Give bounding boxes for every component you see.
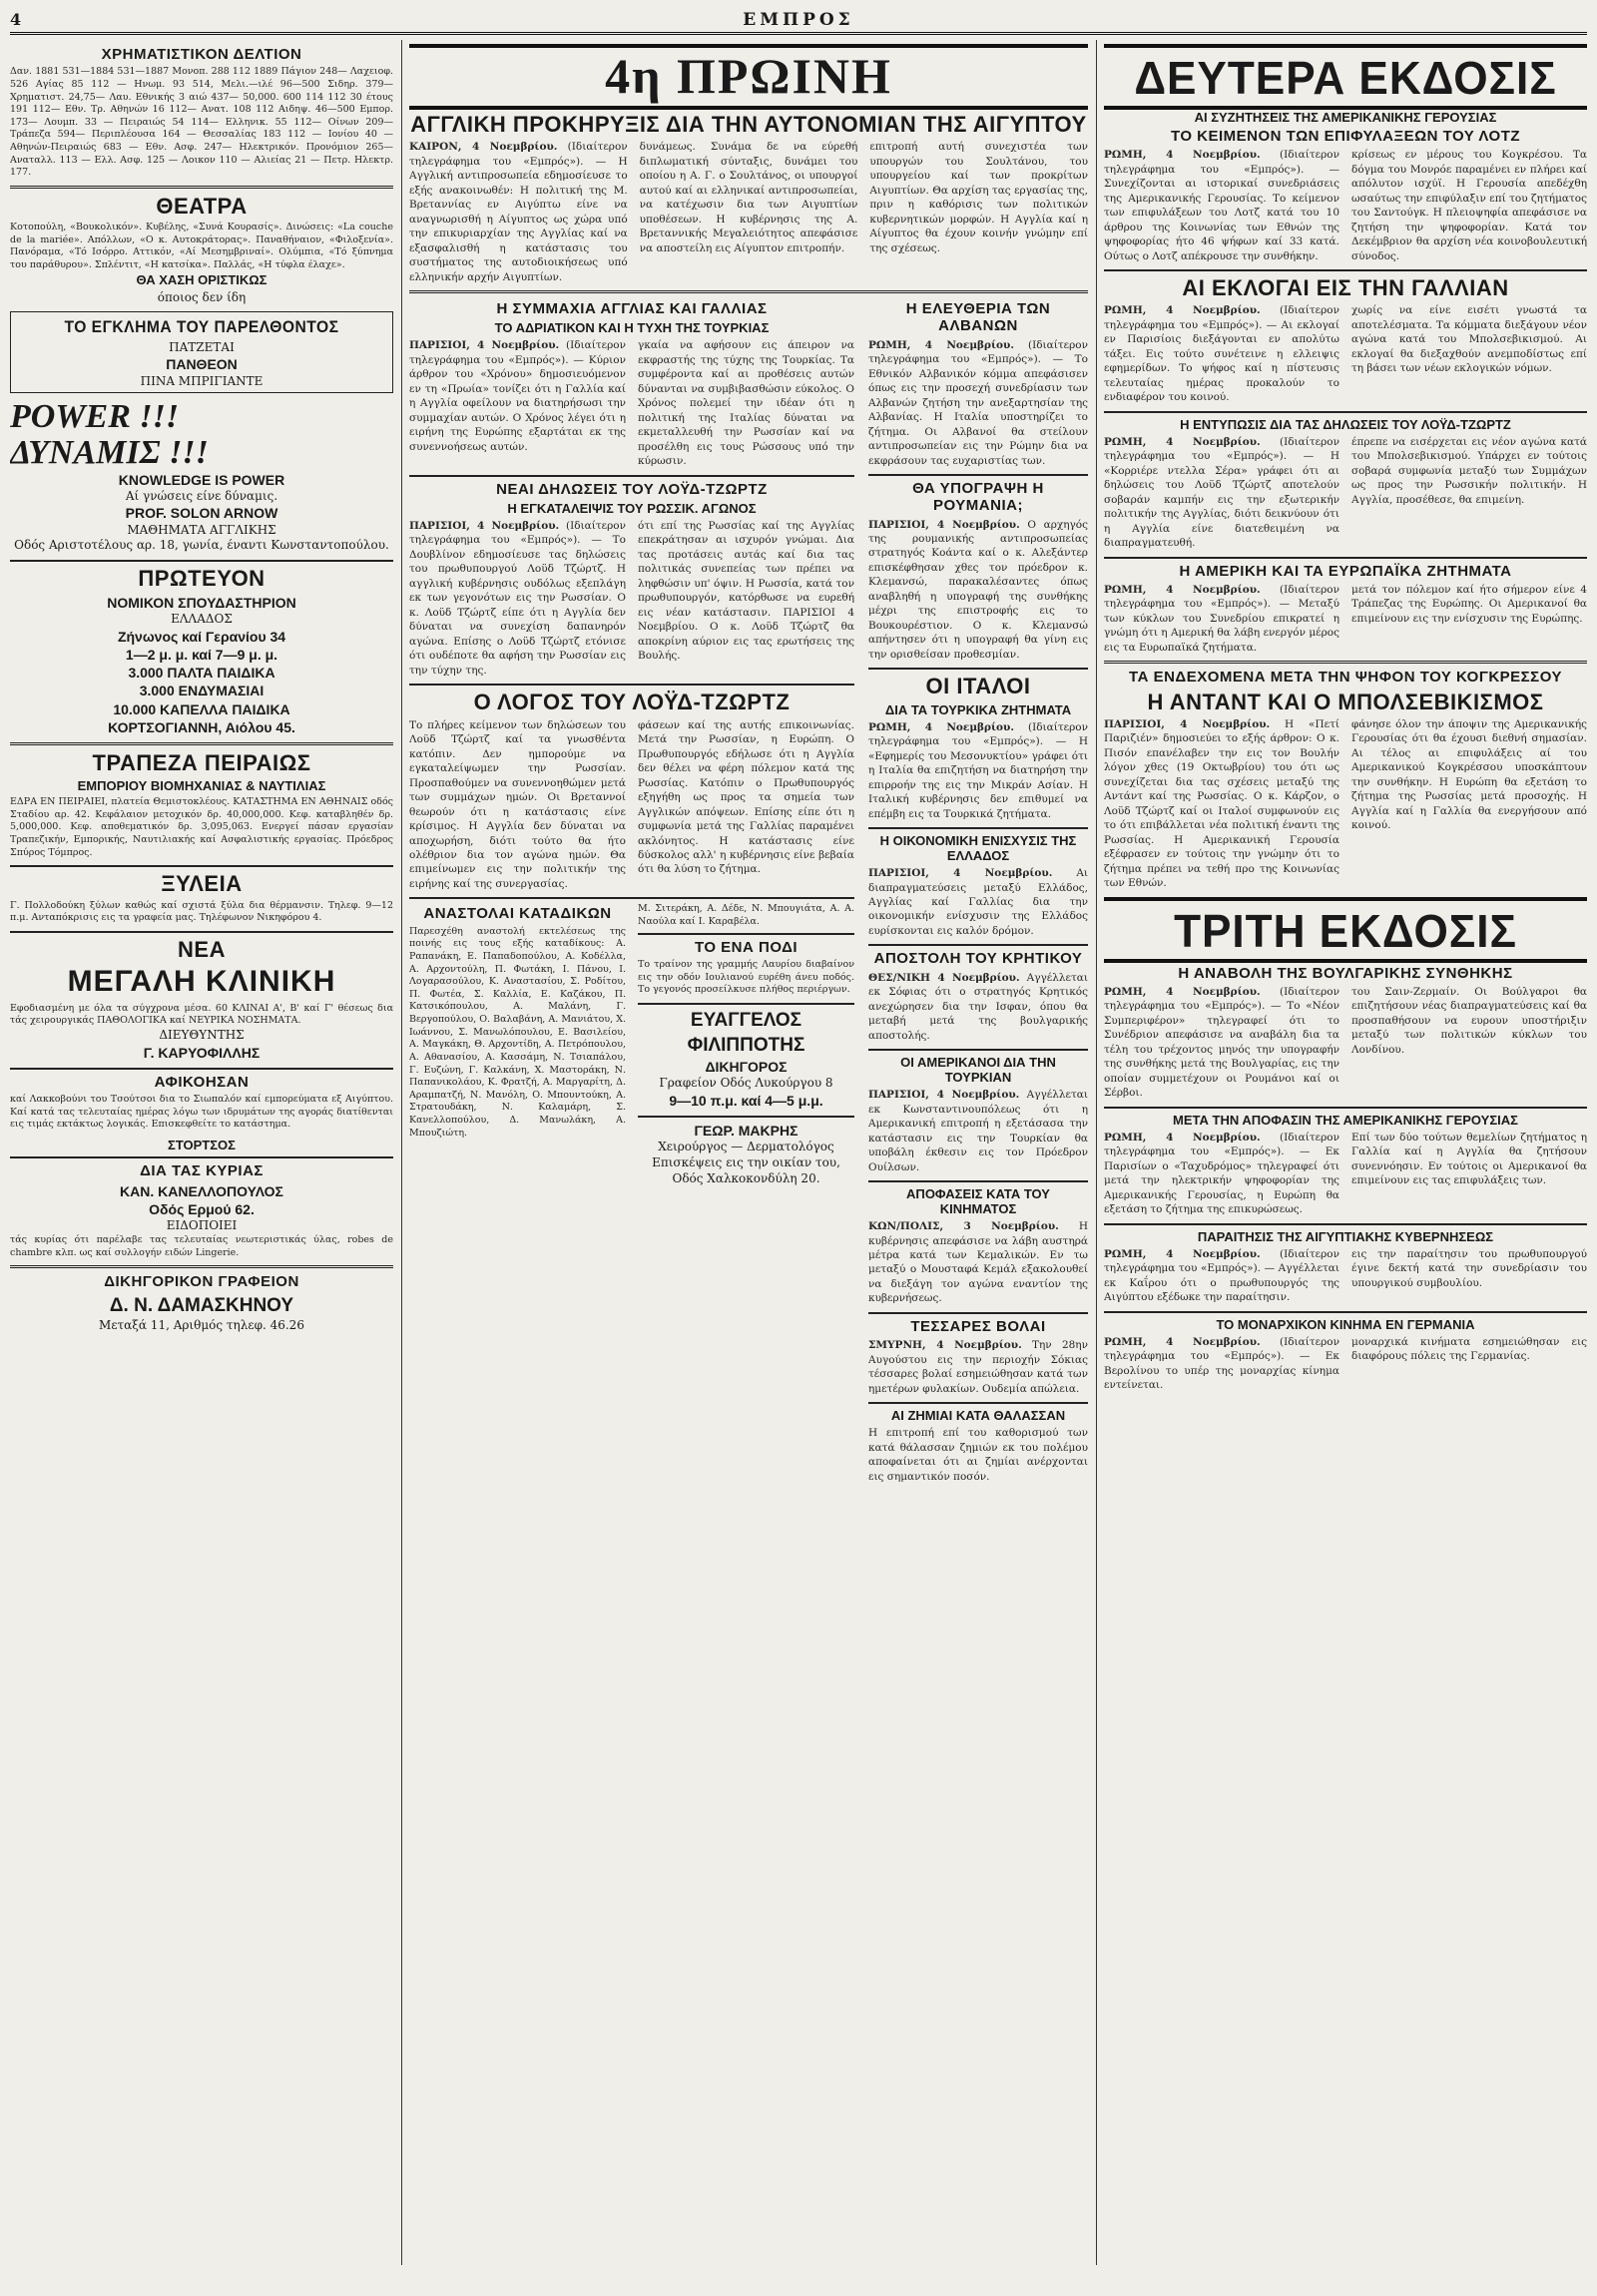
page-number: 4 xyxy=(10,10,22,29)
america-europe-article xyxy=(1104,563,1587,656)
dateline: ΡΩΜΗ, 4 Νοεμβρίου. xyxy=(1104,985,1261,998)
ad-title: ΝΕΑ xyxy=(178,936,226,962)
americans-article xyxy=(868,1055,1088,1174)
article-body: Η κυβέρνησις απεφάσισε να λάβη αυστηρά μέτρα κατά των Κεμαλικών. Εν τω μεταξύ ο Μουσταφά Κεμάλ εξακολουθεί να διεξάγη τον αγώνα εναντίον της κυβερνήσεως. xyxy=(868,1220,1088,1305)
divider xyxy=(868,1180,1088,1182)
ad-line: Επισκέψεις εις την οικίαν του, Οδός Χαλκοκονδύλη 20. xyxy=(652,1154,840,1185)
headline: ΑΠΟΣΤΟΛΗ ΤΟΥ ΚΡΗΤΙΚΟΥ xyxy=(873,950,1083,968)
article-body: (Ιδιαίτερον τηλεγράφημα του «Εμπρός»). — Το «Νέον Συμπεριφέρον» τηλεγραφεί ότι το Συνέδριον απεφάσισε να αναβάλη δια τα τέλη του τρέχοντος μηνός την υπογραφήν της συνθήκης μετά της Βουλγαρίας, εις την οποίαν συμμετέχουν οι Ρουμάνοι καί οι Σέρβοι. xyxy=(1104,985,1339,1100)
edition-banner xyxy=(409,44,1088,110)
divider xyxy=(10,931,393,933)
divider xyxy=(868,474,1088,476)
headline: ΤΟ ΕΝΑ ΠΟΔΙ xyxy=(694,938,798,956)
subheadline: ΔΙΑ ΤΑ ΤΟΥΡΚΙΚΑ ΖΗΤΗΜΑΤΑ xyxy=(884,701,1072,717)
dateline: ΠΑΡΙΣΙΟΙ, 4 Νοεμβρίου. xyxy=(409,520,560,532)
ad-line: Γ. ΚΑΡΥΟΦΙΛΛΗΣ xyxy=(143,1044,261,1061)
egypt-resignation-article xyxy=(1104,1229,1587,1305)
ad-line: 10.000 ΚΑΠΕΛΛΑ ΠΑΙΔΙΚΑ xyxy=(113,700,290,717)
ad-title: ΘΑ ΧΑΣΗ ΟΡΙΣΤΙΚΩΣ xyxy=(136,271,267,287)
article-text: εις την παραίτησιν του πρωθυπουργού έγινε δεκτή κατά την συνεδρίασιν του υπουργικού συμβουλίου. xyxy=(1351,1247,1587,1289)
article-body: (Ιδιαίτερον τηλεγράφημα του «Εμπρός»). — Το Δουβλίνον εδημοσίευσε τας δηλώσεις του πρωθυπουργού Λοϋδ Τζώρτζ. Η αγγλική κυβέρνησις ουδόλως εξεπλάγη εκ των γεγονότων εις την Ρωσσίαν. Ο κ. Λοϋδ Τζώρτζ είπε ότι η Αγγλία δεν δύναται να συνεχίση δαπανηρόν αγώνα. Επίσης ο Λοϋδ Τζώρτζ ετόνισε ότι ουδέποτε θα αφήση την Ρωσσίαν εις την τύχην της. xyxy=(409,520,627,677)
divider xyxy=(10,865,393,867)
crime-ad xyxy=(10,311,393,393)
dateline: ΠΑΡΙΣΙΟΙ, 4 Νοεμβρίου. xyxy=(409,339,560,352)
article-text xyxy=(1104,985,1339,1101)
dateline: ΠΑΡΙΣΙΟΙ, 4 Νοεμβρίου. xyxy=(868,518,1020,531)
ad-text: τάς κυρίας ότι παρέλαβε τας τελευταίας νεωτεριστικάς ύλας, robes de chambre κλπ. ως καί συλλογήν ειδών Lingerie. xyxy=(10,1234,393,1258)
lloyd-impression-article xyxy=(1104,417,1587,551)
ad-line: ΔΙΚΗΓΟΡΟΣ xyxy=(705,1059,788,1076)
article-body: (Ιδιαίτερον τηλεγράφημα του «Εμπρός»). — Μεταξύ των κύκλων του Συνεδρίου επικρατεί η γνώμη ότι η Αμερική θα λάβη ενεργόν μέρος εις τα Ευρωπαϊκά ζητήματα. xyxy=(1104,583,1339,654)
edition-banner xyxy=(1104,44,1587,110)
ad-line: PROF. SOLON ARNOW xyxy=(125,505,278,522)
headline: ΑΙ ΖΗΜΙΑΙ ΚΑΤΑ ΘΑΛΑΣΣΑΝ xyxy=(890,1408,1066,1424)
article-text: επιτροπή αυτή συνεχιστέα των υπουργών του Σουλτάνου, του υπουργείου καί των προκρίτων Αιγυπτίων. Θα αρχίση τας εργασίας της, πριν η καθόρισις των πολιτικών κυβερνητικών μορφών. Η Αγγλία καί η Αίγυπτος θα έχουν κοινήν γνώμην επί της σχέσεως. xyxy=(869,141,1088,254)
center-column xyxy=(409,44,1088,2269)
ad-line: Οδός Ερμού 62. xyxy=(149,1201,255,1218)
divider xyxy=(1104,557,1587,559)
article-text xyxy=(1104,717,1339,891)
divider xyxy=(409,475,854,477)
alliance-article xyxy=(409,300,854,469)
ad-title: ΣΤΟΡΤΣΟΣ xyxy=(168,1137,236,1152)
congress-article xyxy=(1104,669,1587,890)
headline: Η ΕΛΕΥΘΕΡΙΑ ΤΩΝ ΑΛΒΑΝΩΝ xyxy=(905,300,1051,335)
dateline: ΡΩΜΗ, 4 Νοεμβρίου. xyxy=(868,720,1014,733)
article-text: Κοτοπούλη, «Βουκολικόν». Κυβέλης, «Συνά Κουρασίς». Δινώσεις: «La couche de la mariée». Απόλλων, «Ο κ. Αυτοκράτορας». Παναθήναιον, «Φιλοξενία». Πανόραμα, «Τό Ισόρρο. Αττικόν, «Αί Μεσημβριναί». Ολύμπια, «Τό ξύπνημα του παράθυρου». Σπλέντιτ, «Η κατσίκα». Παλλάς, «Η τύφλα έλαχε». xyxy=(10,222,393,271)
article-body: (Ιδιαίτερον τηλεγράφημα του «Εμπρός»). — Εκ Βερολίνου το υπέρ της μοναρχίας κίνημα εντείνεται. xyxy=(1104,1335,1339,1392)
article-body: (Ιδιαίτερον τηλεγράφημα του «Εμπρός»). — Κύριον άρθρον του «Χρόνου» δημοσιευόμενον εν τη «Πρωία» τονίζει ότι η Γαλλία καί η Αγγλία οφείλουν να διατηρήσωσι την συμμαχίαν αυτών. Ο Χρόνος λέγει ότι η ειρήνη της Ευρώπης εξαρτάται εκ της συνεννοήσεως αυτών. xyxy=(409,339,627,453)
ad-title: ΤΟ ΕΓΚΛΗΜΑ ΤΟΥ ΠΑΡΕΛΘΟΝΤΟΣ xyxy=(64,317,339,337)
subheadline: ΤΟ ΚΕΙΜΕΝΟΝ ΤΩΝ ΕΠΙΦΥΛΑΞΕΩΝ ΤΟΥ ΛΟΤΖ xyxy=(1170,128,1521,145)
headline: ΑΓΓΛΙΚΗ ΠΡΟΚΗΡΥΞΙΣ ΔΙΑ ΤΗΝ ΑΥΤΟΝΟΜΙΑΝ ΤΗΣ ΑΙΓΥΠΤΟΥ xyxy=(410,112,1087,137)
article-text: φάνησε όλον την άποψιν της Αμερικανικής Γερουσίας ότι θα έχουσι διεθνή σημασίαν. Αι τέλος αι επιφυλάξεις αί του Αμερικανικού Κογκρέσσου υποσκάπτουν την συνθήκην. Η Ευρώπη θα εξετάση το ζήτημα της Ρωσσίας μετά προσοχής. Η Αγγλία καί η Γαλλία θα ενεργήσουν από κοινού. xyxy=(1351,717,1587,832)
romania-article xyxy=(868,480,1088,662)
article-text xyxy=(1104,1247,1339,1305)
headline: ΠΑΡΑΙΤΗΣΙΣ ΤΗΣ ΑΙΓΥΠΤΙΑΚΗΣ ΚΥΒΕΡΝΗΣΕΩΣ xyxy=(1197,1228,1494,1244)
article-text xyxy=(409,519,626,678)
divider xyxy=(10,1156,393,1158)
ad-title: ΔΙΑ ΤΑΣ ΚΥΡΙΑΣ xyxy=(140,1161,264,1179)
ad-line: 9—10 π.μ. καί 4—5 μ.μ. xyxy=(669,1092,823,1109)
article-text xyxy=(868,518,1088,663)
ad-title: ΠΡΩΤΕΥΟΝ xyxy=(138,565,266,591)
ad-line: ΓΕΩΡ. ΜΑΚΡΗΣ xyxy=(694,1123,798,1140)
ad-line: ΔΙΕΥΘΥΝΤΗΣ xyxy=(159,1027,245,1042)
column-rule xyxy=(1096,40,1097,2265)
ad-line: ΠΙΝΑ ΜΠΡΙΓΙΑΝΤΕ xyxy=(140,373,264,388)
divider xyxy=(409,290,1088,293)
headline: ΤΕΣΣΑΡΕΣ ΒΟΛΑΙ xyxy=(910,1317,1046,1335)
article-text xyxy=(1104,435,1339,551)
ad-text: Εφοδιασμένη με όλα τα σύγχρονα μέσα. 60 ΚΛΙΝΑΙ Α', Β' καί Γ' θέσεως δια τάς χειρουργικάς ΠΑΘΟΛΟΓΙΚΑ καί ΝΕΥΡΙΚΑ ΝΟΣΗΜΑΤΑ. xyxy=(10,1002,393,1027)
dateline: ΡΩΜΗ, 4 Νοεμβρίου. xyxy=(1104,583,1261,596)
divider xyxy=(409,684,854,686)
ad-title: ΔΙΚΗΓΟΡΙΚΟΝ ΓΡΑΦΕΙΟΝ xyxy=(104,1273,299,1291)
article-text: μετά τον πόλεμον καί ήτο σήμερον είνε 4 Τράπεζας της Ευρώπης. Οι Αμερικανοί θα επιμείνουν εις την ενίσχυσιν της Ευρώπης. xyxy=(1351,583,1587,625)
article-text: δυνάμεως. Συνάμα δε να εύρεθή διπλωματική σύνταξις, δυνάμει του οποίου η Α. Γ. ο Σουλτάνος, οι υπουργοί αυτού καί αι ελληνικαί αντιπροσωπείαι, να κατέχωσιν δια των Αιγυπτίων υποθέσεων. Η κυβέρνησις της Α. Βρεταννικής Μεγαλειότητος απεφάσισε να αποστείλη εις Αίγυπτον επιτροπήν. xyxy=(639,141,858,254)
ad-line: 3.000 ΕΝΔΥΜΑΣΙΑΙ xyxy=(139,683,265,699)
protevon-ad xyxy=(10,566,393,736)
dateline: ΚΩΝ/ΠΟΛΙΣ, 3 Νοεμβρίου. xyxy=(868,1220,1059,1233)
headline: ΑΠΟΦΑΣΕΙΣ ΚΑΤΑ ΤΟΥ ΚΙΝΗΜΑΤΟΣ xyxy=(906,1186,1050,1217)
edition-title: ΤΡΙΤΗ ΕΚΔΟΣΙΣ xyxy=(1174,904,1517,957)
left-column xyxy=(10,44,393,2269)
albanians-article xyxy=(868,300,1088,468)
senate-article xyxy=(1104,110,1587,263)
ad-title: ΑΦΙΚΟΗΣΑΝ xyxy=(154,1073,250,1091)
article-text xyxy=(868,338,1088,468)
article-body: (Ιδιαίτερον τηλεγράφημα του «Εμπρός»). — Η Αγγλική αντιπροσωπεία εδημοσίευσε το εξής ανακοινωθέν: Η πολιτική της Μ. Βρεταννίας εν Αιγύπτω είνε να αναγνωρισθή η Αίγυπτος ως χώρα υπό την επικυριαρχίαν της Αγγλίας καί να εξασφαλισθή η κατάστασις του συστήματος της αυτοδιοικήσεως υπό ελληνικήν αρχήν Αιγυπτίων. xyxy=(409,141,628,283)
article-text: Επί των δύο τούτων θεμελίων ζητήματος η Γαλλία καί η Αγγλία θα ζητήσουν συνεννόησιν. Εν τούτοις οι Αμερικανοί θα επιμείνουν εις τας επιφυλάξεις των. xyxy=(1351,1131,1587,1187)
divider xyxy=(10,1265,393,1268)
ad-line: Μεταξά 11, Αριθμός τηλεφ. 46.26 xyxy=(99,1318,304,1333)
divider xyxy=(1104,1223,1587,1225)
divider xyxy=(10,186,393,189)
headline: Ο ΛΟΓΟΣ ΤΟΥ ΛΟΫΔ-ΤΖΩΡΤΖ xyxy=(473,689,791,715)
article-text: γκαία να αφήσουν εις άπειρον να εκφραστής της τύχης της Τουρκίας. Τα συμφέροντα καί αι προθέσεις αυτών δύνανται να συμβιβασθώσιν εύκολος. Ο Χρόνος πολεμεί την ιδέαν ότι η πολιτική της Ιταλίας δύναται να εκμεταλλευθή την Ρωσσίαν καί να προσέλθη εις τους Ρώσσους υπό την κύρωσιν. xyxy=(638,339,854,468)
egypt-article xyxy=(409,112,1088,284)
article-text xyxy=(1104,583,1339,655)
ad-line: Οδός Αριστοτέλους αρ. 18, γωνία, έναντι Κωνσταντοπούλου. xyxy=(14,538,389,553)
dateline: ΡΩΜΗ, 4 Νοεμβρίου. xyxy=(1104,1131,1261,1144)
dateline: ΘΕΣ/ΝΙΚΗ 4 Νοεμβρίου. xyxy=(868,971,1020,984)
headline: ΝΕΑΙ ΔΗΛΩΣΕΙΣ ΤΟΥ ΛΟΫΔ-ΤΖΩΡΤΖ xyxy=(496,480,768,498)
divider xyxy=(1104,411,1587,413)
article-text: χωρίς να είνε εισέτι γνωστά τα αποτελέσματα. Τα κόμματα διεξάγουν νέον αγώνα κατά του Μπολσεβικισμού. Αι εκλογαί θα διεξαχθούν ανεμποδίστως επί τη βάσει των νέων εκλογικών νόμων. xyxy=(1351,304,1587,375)
headline: ΑΙ ΣΥΖΗΤΗΣΕΙΣ ΤΗΣ ΑΜΕΡΙΚΑΝΙΚΗΣ ΓΕΡΟΥΣΙΑΣ xyxy=(1194,110,1497,125)
article-body: (Ιδιαίτερον τηλεγράφημα του «Εμπρός»). — Αγγέλλεται εκ Καΐρου ότι ο πρωθυπουργός της Αιγύπτου εξέδωκε την παραίτησιν. xyxy=(1104,1247,1339,1304)
article-body: Αι διαπραγματεύσεις μεταξύ Ελλάδος, Αγγλίας καί Γαλλίας δια την οικονομικήν ενίσχυσιν της Ελλάδος ευρίσκονται εις καλόν δρόμον. xyxy=(868,867,1088,937)
article-body: Την 28ην Αυγούστου εις την περιοχήν Σόκιας τέσσαρες βολαί εσημειώθησαν κατά των ημετέρων φυλακίων. Ουδεμία απώλεια. xyxy=(868,1339,1088,1395)
subheadline: ΤΟ ΑΔΡΙΑΤΙΚΟΝ ΚΑΙ Η ΤΥΧΗ ΤΗΣ ΤΟΥΡΚΙΑΣ xyxy=(494,320,770,336)
ad-subtitle: ΕΜΠΟΡΙΟΥ ΒΙΟΜΗΧΑΝΙΑΣ & ΝΑΥΤΙΛΙΑΣ xyxy=(77,778,326,794)
article-body: Ο αρχηγός της ρουμανικής αντιπροσωπείας στρατηγός Κοάντα καί ο κ. Αλεξάντερ επισκέφθησαν χθες τον πρόεδρον κ. Κλεμανσώ, παρακαλέσαντες όπως αναβληθή η υπογραφή της συνθήκης μέχρι της επιστροφής εις το Βουκουρέστιον. Ο κ. Κλεμανσώ απήντησεν ότι η υπογραφή θα γίνη εις την ορισθείσαν προθεσμίαν. xyxy=(868,518,1088,661)
divider xyxy=(868,827,1088,829)
crete-article xyxy=(868,950,1088,1043)
edition-title: ΔΕΥΤΕΡΑ ΕΚΔΟΣΙΣ xyxy=(1134,52,1557,104)
divider xyxy=(1104,661,1587,664)
article-text: μοναρχικά κινήματα εσημειώθησαν εις διαφόρους πόλεις της Γερμανίας. xyxy=(1351,1335,1587,1363)
edition-banner xyxy=(1104,897,1587,963)
wood-ad xyxy=(10,871,393,925)
ad-title: ΤΡΑΠΕΖΑ ΠΕΙΡΑΙΩΣ xyxy=(92,749,311,775)
divider xyxy=(10,560,393,562)
store-ad xyxy=(10,1138,393,1259)
headline: ΜΕΤΑ ΤΗΝ ΑΠΟΦΑΣΙΝ ΤΗΣ ΑΜΕΡΙΚΑΝΙΚΗΣ ΓΕΡΟΥΣΙΑΣ xyxy=(1173,1112,1518,1128)
divider xyxy=(638,933,854,935)
article-text: φάσεων καί της αυτής επικοινωνίας. Μετά την Ρωσσίαν, η Ευρώπη. Ο Πρωθυπουργός εδήλωσε ότι η Αγγλία δεν θέλει να φέρη πόλεμον κατά της Ρωσσίας. Κατόπιν ο Πρωθυπουργός εξηγήθη ως προς τα σημεία των Αγγλικών απόψεων. Επίσης είπε ότι η συμφωνία μετά της Γαλλίας παραμένει ακλόνητος. Η κατάστασις είνε δύσκολος αλλ' η κυβέρνησις είνε βεβαία ότι θα λύση το ζήτημα. xyxy=(638,718,854,876)
headline: ΟΙ ΙΤΑΛΟΙ xyxy=(925,674,1031,699)
dateline: ΡΩΜΗ, 4 Νοεμβρίου. xyxy=(1104,304,1261,317)
article-text xyxy=(868,1219,1088,1306)
article-body: (Ιδιαίτερον τηλεγράφημα του «Εμπρός»). — Η «Εφημερίς του Μεσονυκτίου» γράφει ότι η Ιταλία θα επιζητήση να διατηρήση την επιρροήν της εις την Μικράν Ασίαν. Η Ιταλική κυβέρνησις δεν επιθυμεί να επέμβη εις τα Τουρκικά ζητήματα. xyxy=(868,720,1088,820)
dateline: ΣΜΥΡΝΗ, 4 Νοεμβρίου. xyxy=(868,1339,1022,1352)
ad-line: KNOWLEDGE IS POWER xyxy=(118,471,285,488)
column-rule xyxy=(401,40,402,2265)
doctor-ad xyxy=(638,1122,854,1186)
article-body: Η «Πετί Παριζιέν» δημοσιεύει το εξής άρθρον: Ο κ. Πισόν επανέλαβεν την εις τον Βουλήν λόγον χθες (19 Οκτωβρίου) του ότι ως συνεχίζεται δια τας σχέσεις μεταξύ της Αντάντ καί της Ρωσσίας. Ο κ. Κάρζον, ο Λοϋδ Τζώρτζ καί οι Ιταλοί συμφωνούν εις το ότι επιβάλλεται νέα πολιτική έναντι της Ρωσσίας. Η Αμερικανική Γερουσία εξέφρασεν εν τούτοις την γνώμην ότι το ζήτημα πρέπει να τεθή προ της Κοινωνίας των Εθνών. xyxy=(1104,717,1339,890)
article-body: (Ιδιαίτερον τηλεγράφημα του «Εμπρός»). — Η «Κορριέρε ντελλα Σέρα» γράφει ότι αι δηλώσεις του Λοϋδ Τζώρτζ αποτελούν σοβαράν καμπήν εις την εξωτερικήν πολιτικήν της Αγγλίας, διότι δεικνύουν ότι η Αγγλία είνε διατεθειμένη να διαπραγματευθή. xyxy=(1104,435,1339,550)
article-text xyxy=(1104,303,1339,404)
headline: ΑΙ ΕΚΛΟΓΑΙ ΕΙΣ ΤΗΝ ΓΑΛΛΙΑΝ xyxy=(1182,275,1509,301)
ad-line: ΕΙΔΟΠΟΙΕΙ xyxy=(166,1218,238,1233)
ad-text: ΕΔΡΑ ΕΝ ΠΕΙΡΑΙΕΙ, πλατεία Θεμιστοκλέους. ΚΑΤΑΣΤΗΜΑ ΕΝ ΑΘΗΝΑΙΣ οδός Σταδίου αρ. 42. Κεφάλαιον μετοχικόν δρ. 40,000,000. Κεφ. καταβληθέν δρ. 5,000,000. Κεφ. αποθεματικόν δρ. 3,095,063. Ενεργεί πάσαν εργασίαν Τραπεζικήν, Εμπορικής, Ναυτιλιακής καί Ασφαλιστικής εργασίας. Πρόεδρος Σπύρος Τόμπρος. xyxy=(10,796,393,858)
subheadline: Η ΕΓΚΑΤΑΛΕΙΨΙΣ ΤΟΥ ΡΩΣΣΙΚ. ΑΓΩΝΟΣ xyxy=(507,501,757,516)
headline: ΤΟ ΜΟΝΑΡΧΙΚΟΝ ΚΙΝΗΜΑ ΕΝ ΓΕΡΜΑΝΙΑ xyxy=(1216,1316,1475,1332)
article-text: Μ. Σιτεράκη, Α. Δέδε, Ν. Μπουγιάτα, Α. Α. Ναούλα καί Ι. Καραβέλα. xyxy=(638,903,854,928)
newspaper-title: ΕΜΠΡΟΣ xyxy=(743,10,854,30)
article-text xyxy=(868,866,1088,938)
article-text: του Σαιν-Ζερμαίν. Οι Βούλγαροι θα επιζητήσουν νέας διαπραγματεύσεις καί θα προσπαθήσουν να ευρουν υποστήριξιν μεταξύ των πολιτικών κύκλων του Λονδίνου. xyxy=(1351,985,1587,1056)
article-text: Παρεσχέθη αναστολή εκτελέσεως της ποινής εις τους εξής καταδίκους: Α. Ραπανάκη, Ε. Παπαδοπούλου, Α. Κοδέλλα, Α. Αρχοντούλη, Π. Φωτάκη, Ι. Πάνου, Ι. Λογαρασούλου, Κ. Αναστασίου, Σ. Ροδίτου, Π. Φωτέα, Σ. Καλλία, Ε. Καζάκου, Π. Κατσικόπουλου, Α. Μαλάνη, Γ. Βεργοπούλου, Ο. Βαλαβάνη, Α. Μανιάτου, Χ. Ιωάννου, Σ. Μανωλόπουλου, Ε. Βασιλείου, Α. Μαγκάκη, Θ. Αρχοντίδη, Α. Πετρόπουλου, Α. Αθανασίου, Α. Κασσάμη, Ν. Τσιαπάλου, Γ. Ευζώνη, Γ. Καλκάνη, Χ. Μαστοράκη, Ν. Παπανικολάου, Κ. Φρατζή, Α. Μαργαρίτη, Δ. Αραμπατζή, Ν. Μανόλη, Ο. Μπουντούκη, Α. Στρατουδάκη, Ν. Καλαμάρη, Σ. Κανελλοπούλου, Δ. Μανωλάκη, Α. Μπουζιώτη. xyxy=(409,925,626,1139)
divider xyxy=(409,897,854,899)
article-text xyxy=(1104,1335,1339,1393)
law-office-ad xyxy=(10,1273,393,1334)
lawyer-ad xyxy=(638,1009,854,1110)
dateline: ΡΩΜΗ, 4 Νοεμβρίου. xyxy=(1104,149,1261,162)
divider xyxy=(868,1312,1088,1314)
article-text: ότι επί της Ρωσσίας καί της Αγγλίας επεκράτησαν αι ισχυρόν γνώμαι. Δια τας προτάσεις αυτάς καί δια τας πολιτικάς συνεπείας των πρέπει να ληφθώσιν υπ' όψιν. Η Ρωσσία, κατά τον πρωθυπουργόν, κατόρθωσε να ευρεθή εις νέαν κατάστασιν. ΠΑΡΙΣΙΟΙ 4 Νοεμβρίου. Ο κ. Λοϋδ Τζώρτζ θα αποκρίνη αύριον εις τας ερωτήσεις της Βουλής. xyxy=(638,520,854,663)
article-text: έπρεπε να εισέρχεται εις νέον αγώνα κατά του Μπολσεβικισμού. Υπάρχει εν τούτοις σοβαρά συμφωνία μεταξύ των Συμμάχων ως προς την Ρωσσικήν πολιτικήν. Η Αγγλία, προσέθεσε, θα επιμείνη. xyxy=(1351,435,1587,506)
article-text xyxy=(1104,1131,1339,1217)
four-shots-article xyxy=(868,1318,1088,1396)
ad-line: ΝΟΜΙΚΟΝ ΣΠΟΥΔΑΣΤΗΡΙΟΝ xyxy=(107,595,296,612)
ad-line: ΠΑΤΖΕΤΑΙ xyxy=(169,339,235,354)
divider xyxy=(868,1402,1088,1404)
right-column xyxy=(1104,44,1587,2269)
divider xyxy=(1104,269,1587,271)
ad-line: Γραφείον Οδός Λυκούργου 8 xyxy=(659,1076,833,1091)
clinic-ad xyxy=(10,937,393,1062)
divider xyxy=(638,1116,854,1118)
germany-monarchy-article xyxy=(1104,1317,1587,1393)
italians-article xyxy=(868,674,1088,821)
dateline: ΠΑΡΙΣΙΟΙ, 4 Νοεμβρίου. xyxy=(1104,717,1271,730)
divider xyxy=(10,1068,393,1070)
headline: ΘΑ ΥΠΟΓΡΑΨΗ Η ΡΟΥΜΑΝΙΑ; xyxy=(912,480,1044,515)
ad-line: ΜΑΘΗΜΑΤΑ ΑΓΓΛΙΚΗΣ xyxy=(127,522,276,537)
article-body: (Ιδιαίτερον τηλεγράφημα του «Εμπρός»). — Συνεχίζονται αι ιστορικαί συνεδριάσεις της Αμερικανικής Γερουσίας. Το κείμενον των επιφυλάξεων του Λοτζ κατά του 10 άρθρου της Κοινωνίας των Εθνών της ψηφοφορίας ήτο 46 ψήφων καί 33 κατά. Ούτως ο Λοτζ απέκρουσε την συνθήκην. xyxy=(1104,149,1339,262)
subheadline: Η ΑΝΤΑΝΤ ΚΑΙ Ο ΜΠΟΛΣΕΒΙΚΙΣΜΟΣ xyxy=(1147,689,1544,714)
headline: Η ΑΜΕΡΙΚΗ ΚΑΙ ΤΑ ΕΥΡΩΠΑΪΚΑ ΖΗΤΗΜΑΤΑ xyxy=(1179,562,1512,580)
arrivals-ad xyxy=(10,1074,393,1132)
theatres xyxy=(10,194,393,305)
headline: Η ΕΝΤΥΠΩΣΙΣ ΔΙΑ ΤΑΣ ΔΗΛΩΣΕΙΣ ΤΟΥ ΛΟΫΔ-ΤΖΩΡΤΖ xyxy=(1180,416,1511,432)
dateline: ΡΩΜΗ, 4 Νοεμβρίου. xyxy=(1104,435,1261,448)
ad-line: ΕΥΑΓΓΕΛΟΣ ΦΙΛΙΠΠΟΤΗΣ xyxy=(687,1009,805,1056)
article-text: Η επιτροπή επί του καθορισμού των κατά θάλασσαν ζημιών εκ του πολέμου αποφαίνεται ότι αι ζημίαι ανέρχονται εις σημαντικόν ποσόν. xyxy=(868,1427,1088,1483)
article-text: Το τραίνον της γραμμής Λαυρίου διαβαίνον εις την οδόν Ιουλιανού ευρέθη άνευ ποδός. Το γεγονός προσείλκυσε πλήθος περιέργων. xyxy=(638,958,854,996)
article-text xyxy=(868,720,1088,821)
france-elections-article xyxy=(1104,275,1587,405)
onefoot-article xyxy=(638,939,854,997)
ad-text: καί Λακκοβούνι του Τσούτσοι δια το Σιωπαλόν καί εμπορεύματα εξ Αιγύπτου. Καί κατά τας τελευταίας ημέρας λόγω των ιδρυμάτων της αγοράς διατίθενται εις τιμάς εκτάκτως λογικάς. Επισκεφθείτε το κατάστημα. xyxy=(10,1093,393,1131)
dateline: ΚΑΙΡΟΝ, 4 Νοεμβρίου. xyxy=(409,141,558,154)
section-title: ΘΕΑΤΡΑ xyxy=(156,193,248,219)
ad-title: ΔΥΝΑΜΙΣ !!! xyxy=(10,433,209,471)
divider xyxy=(868,668,1088,670)
article-body: (Ιδιαίτερον τηλεγράφημα του «Εμπρός»). — Εκ Παρισίων ο «Ταχυδρόμος» τηλεγραφεί ότι μετά την ηλεκτρικήν ψηφοφορίαν της Αμερικανικής Γερουσίας, η Ευρώπη θα εξετάση το ζήτημα της επικυρώσεως. xyxy=(1104,1131,1339,1216)
movement-article xyxy=(868,1186,1088,1306)
article-text xyxy=(868,1088,1088,1174)
article-text xyxy=(409,338,626,454)
power-ad xyxy=(10,399,393,554)
dateline: ΠΑΡΙΣΙΟΙ, 4 Νοεμβρίου. xyxy=(868,867,1053,880)
ad-text: όποιος δεν ίδη xyxy=(157,289,247,304)
dateline: ΡΩΜΗ, 4 Νοεμβρίου. xyxy=(1104,1335,1261,1348)
headline: ΟΙ ΑΜΕΡΙΚΑΝΟΙ ΔΙΑ ΤΗΝ ΤΟΥΡΚΙΑΝ xyxy=(900,1055,1056,1086)
lloyd-speech-article xyxy=(409,689,854,891)
ad-line: 3.000 ΠΑΛΤΑ ΠΑΙΔΙΚΑ xyxy=(128,665,275,682)
article-text: κρίσεως εν μέρους του Κογκρέσου. Τα δόγμα του Μονρόε παραμένει εν πλήρει καί απόλυτον ισχύϊ. Η Γερουσία απεδέχθη ωσαύτως την επιφύλαξιν επί του ζητήματος του Σαντούγκ. Η πλειοψηφία απεφάσισε να ζητήση την ψηφοφορίαν. Κατά τον Δεκέμβριον θα αρχίση νέα κοινοβουλευτική σύνοδος. xyxy=(1351,149,1587,262)
article-text xyxy=(868,1338,1088,1396)
ad-text: Γ. Πολλοδούκη ξύλων καθώς καί σχιστά ξύλα δια θέρμανσιν. Τηλεφ. 9—12 π.μ. Ανταπόκρισις εις τα γραφεία μας. Τηλέφωνον Νικηφόρου 4. xyxy=(10,899,393,924)
ad-title: POWER !!! xyxy=(10,398,180,436)
ad-line: Αί γνώσεις είνε δύναμις. xyxy=(125,488,278,503)
divider xyxy=(638,1003,854,1005)
ad-title: ΜΕΓΑΛΗ ΚΛΙΝΙΚΗ xyxy=(67,965,336,999)
article-body: (Ιδιαίτερον τηλεγράφημα του «Εμπρός»). — Αι εκλογαί εν Παρισίοις διεξάγονται εν απολύτω τάξει. Εις τούτο συνέτεινε η ελλειψις εφημερίδων. Το ψήφος καί η πίστευσις τελευταίας ημέρας προκαλούν το ενδιαφέρον του κοινού. xyxy=(1104,304,1339,404)
dateline: ΡΩΜΗ, 4 Νοεμβρίου. xyxy=(1104,1247,1261,1260)
dateline: ΠΑΡΙΣΙΟΙ, 4 Νοεμβρίου. xyxy=(868,1089,1020,1102)
ad-line: ΚΑΝ. ΚΑΝΕΛΛΟΠΟΥΛΟΣ xyxy=(120,1183,283,1200)
masthead xyxy=(10,10,1587,35)
article-text xyxy=(1104,148,1339,263)
lloyd-statements-article xyxy=(409,481,854,679)
exchange-bulletin xyxy=(10,46,393,180)
ad-line: Ζήνωνος καί Γερανίου 34 xyxy=(117,628,286,645)
divider xyxy=(1104,1107,1587,1109)
ad-line: ΕΛΛΑΔΟΣ xyxy=(171,612,233,627)
headline: Η ΑΝΑΒΟΛΗ ΤΗΣ ΒΟΥΛΓΑΡΙΚΗΣ ΣΥΝΘΗΚΗΣ xyxy=(1178,964,1513,982)
greece-finance-article xyxy=(868,833,1088,938)
bulgaria-article xyxy=(1104,965,1587,1101)
article-body: (Ιδιαίτερον τηλεγράφημα του «Εμπρός»). — Το Εθνικόν Αλβανικόν κόμμα απεφάσισεν όπως εις την προσεχή συνεδρίασιν των Αλβανών ζητήση την ανεξαρτησίαν της Αλβανίας. Η Ιταλία υποστηρίζει το ζήτημα. Οι Αλβανοί θα στείλουν αντιπροσωπείαν εις την Ρώμην δια να εκφράσουν τας ευχαριστίας των. xyxy=(868,338,1088,467)
sea-damages-article xyxy=(868,1408,1088,1484)
divider xyxy=(868,944,1088,946)
article-body: Αγγέλλεται εκ Κωνσταντινουπόλεως ότι η Αμερικανική επιτροπή η εξετάσασα την κατάστασιν εις την Τουρκίαν θα υποβάλη έκθεσιν εις τον Πρόεδρον Ουίλσων. xyxy=(868,1089,1088,1173)
section-title: ΧΡΗΜΑΤΙΣΤΙΚΟΝ ΔΕΛΤΙΟΝ xyxy=(101,46,302,63)
article-text xyxy=(868,971,1088,1043)
dateline: ΡΩΜΗ, 4 Νοεμβρίου. xyxy=(868,338,1014,351)
article-body: Αγγέλλεται εκ Σόφιας ότι ο στρατηγός Κρητικός ανεχώρησεν δια την Ισφαν, όπου θα μεταβή μετά της βουλγαρικής αποστολής. xyxy=(868,971,1088,1042)
headline: Η ΟΙΚΟΝΟΜΙΚΗ ΕΝΙΣΧΥΣΙΣ ΤΗΣ ΕΛΛΑΔΟΣ xyxy=(879,833,1077,864)
ad-line: ΚΟΡΤΣΟΓΙΑΝΝΗ, Αιόλου 45. xyxy=(108,718,295,735)
headline: ΑΝΑΣΤΟΛΑΙ ΚΑΤΑΔΙΚΩΝ xyxy=(423,905,612,923)
senate-decision-article xyxy=(1104,1113,1587,1217)
ad-line: Δ. Ν. ΔΑΜΑΣΚΗΝΟΥ xyxy=(109,1294,294,1316)
edition-title: 4η ΠΡΩΙΝΗ xyxy=(605,48,892,104)
convicts-article xyxy=(409,905,626,1140)
ad-line: Χειρούργος — Δερματολόγος xyxy=(658,1140,834,1154)
divider xyxy=(868,1049,1088,1051)
headline: ΤΑ ΕΝΔΕΧΟΜΕΝΑ ΜΕΤΑ ΤΗΝ ΨΗΦΟΝ ΤΟΥ ΚΟΓΚΡΕΣΣΟΥ xyxy=(1129,669,1562,687)
article-text: Δαν. 1881 531—1884 531—1887 Μονοπ. 288 112 1889 Πάγιον 248— Λαχειοφ. 526 Αγίας 85 112 — Ηνωμ. 93 514, Μελι.—ιλέ 96—500 Σιδηρ. 379— Χρηματιστ. 24,75— Λαυ. Εθνικής 3 αιώ 437— 50,000. 600 114 112 30 έτους 191 112— Εθν. Τρ. Αθηνών 16 112— Ανατ. 108 112 Αιδηψ. 46—500 Εμπορ. 173— Λουμπ. 33 — Πειραιώς 54 114— Ελληνικ. 55 112— Οίνων 209— Τράπεζα 594— Περιπλέουσα 164 — Θεσσαλίας 183 112 — Ιονίου 40 — Αθηνών-Πειραιώς 683 — Εθν. Ασφ. 247— Ηλεκτρικόν. Προνόμιον 265— Αναταλλ. 113 — Ελλ. Ασφ. 125 — Λοικον 110 — Αλιείας 21 — Πετρ. Ηλεκτρ. 177. xyxy=(10,66,393,179)
article-text: Το πλήρες κείμενον των δηλώσεων του Λοϋδ Τζώρτζ καί τα γνωσθέντα κατόπιν. Δεν ημπορούμε να εγκαταλείψωμεν την Ρωσσίαν. Προσπαθούμεν να συνεννοηθώμεν μετά των συμμάχων ημών. Οι Βρεταννοί θεωρούν ότι η κατάστασις είνε κρίσιμος. Η Αγγλία δεν δύναται να αποχωρήση, διότι τούτο θα ήτο ολέθριον δια τον αγώνα ημών. Θα επιμείνωμεν εις την πολιτικήν της ειρήνης καί της συνεργασίας. xyxy=(409,718,626,890)
ad-title: ΞΥΛΕΙΑ xyxy=(161,871,243,897)
article-text xyxy=(409,140,628,284)
divider xyxy=(10,742,393,745)
divider xyxy=(1104,1311,1587,1313)
ad-line: 1—2 μ. μ. καί 7—9 μ. μ. xyxy=(125,646,278,663)
ad-line: ΠΑΝΘΕΟΝ xyxy=(166,356,238,373)
bank-ad xyxy=(10,750,393,859)
headline: Η ΣΥΜΜΑΧΙΑ ΑΓΓΛΙΑΣ ΚΑΙ ΓΑΛΛΙΑΣ xyxy=(496,300,768,318)
